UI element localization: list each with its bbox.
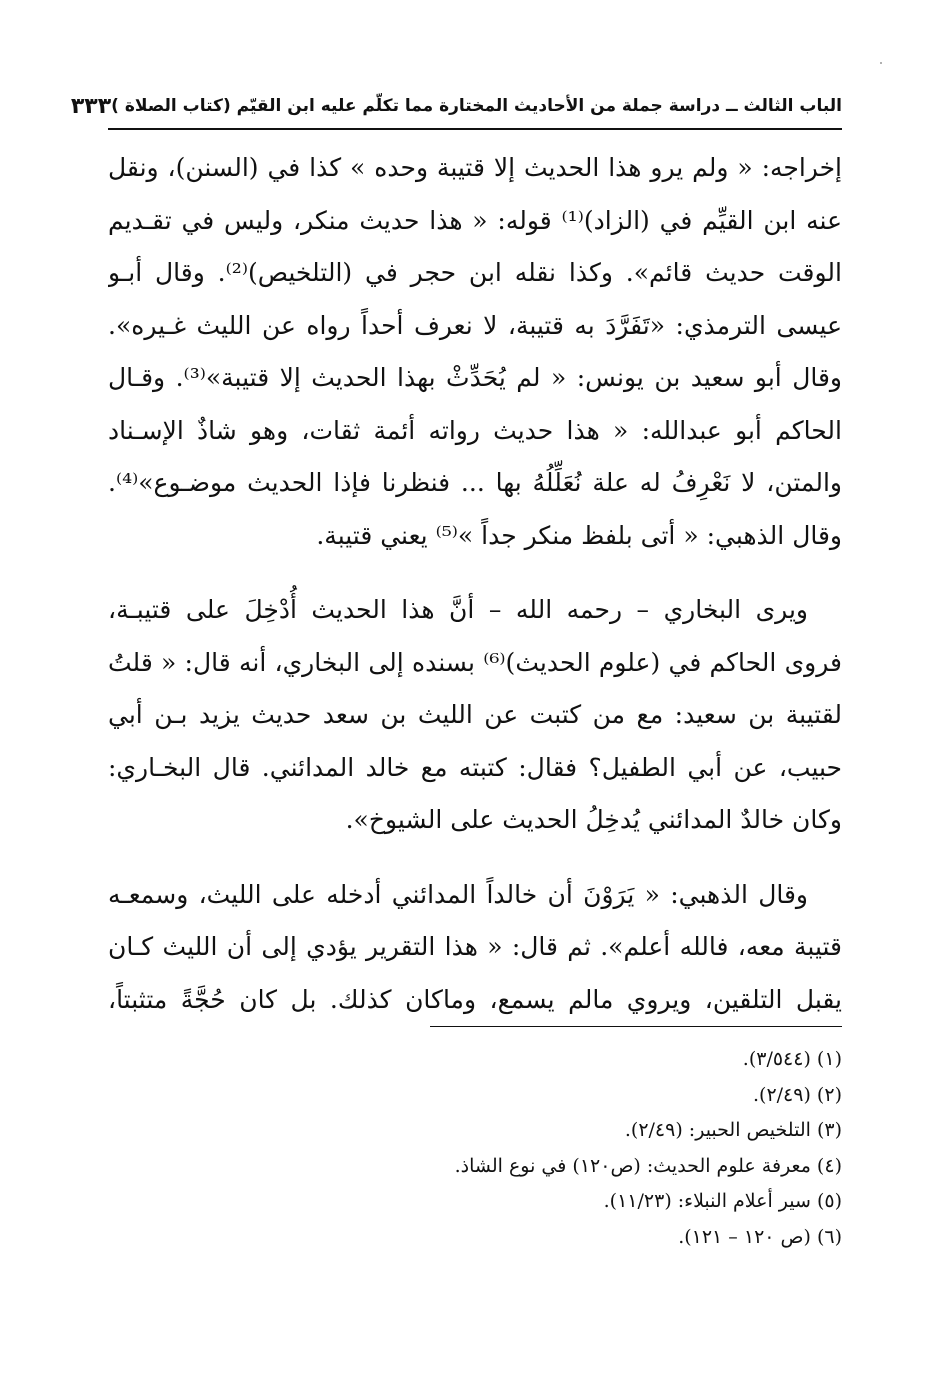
paragraph-1	[108, 142, 842, 562]
footnote-5: (٥) سير أعلام النبلاء: (١١/٢٣).	[603, 1190, 842, 1212]
text-line: والمتن، لا نَعْرِفُ له علة نُعَلِّلُهُ بها ... فنظرنا فإذا الحديث موضـوع»⁽⁴⁾.	[108, 468, 842, 497]
footnote-6: (٦) (ص ١٢٠ – ١٢١).	[678, 1225, 842, 1248]
text-line: وكان خالدٌ المدائني يُدخِلُ الحديث على الشيوخ».	[345, 805, 842, 834]
footnote-separator	[430, 1026, 842, 1027]
footnote-3: (٣) التلخيص الحبير: (٢/٤٩).	[624, 1119, 842, 1141]
text-line: وقال أبو سعيد بن يونس: « لم يُحَدِّثْ بهذا الحديث إلا قتيبة»⁽³⁾. وقـال	[108, 363, 842, 392]
text-line: يقبل التلقين، ويروي مالم يسمع، وماكان كذلك. بل كان حُجَّةً متثبتاً،	[108, 984, 842, 1014]
text-line: عنه ابن القيِّم في (الزاد)⁽¹⁾ قوله: « هذا حديث منكر، وليس في تقـديم	[108, 205, 842, 235]
text-line: الوقت حديث قائم». وكذا نقله ابن حجر في (التلخيص)⁽²⁾. وقال أبـو	[108, 258, 842, 287]
text-line: فروى الحاكم في (علوم الحديث)⁽⁶⁾ بسنده إلى البخاري، أنه قال: « قلتُ	[108, 647, 842, 677]
footnote-2: (٢) (٢/٤٩).	[753, 1083, 842, 1106]
main-text	[108, 142, 842, 1026]
paragraph-2	[108, 584, 842, 847]
header-rule	[108, 128, 842, 130]
text-line: وقال الذهبي: « يَرَوْنَ أن خالداً المدائني أدخله على الليث، وسمعـه	[108, 879, 808, 909]
paragraph-3	[108, 869, 842, 1027]
book-page	[70, 86, 842, 1306]
text-line: الحاكم أبو عبدالله: « هذا حديث رواته أئمة ثقات، وهو شاذٌ الإسـناد	[108, 415, 842, 445]
running-header	[70, 86, 842, 126]
page-number: ٣٣٣	[70, 93, 112, 119]
text-line: لقتيبة بن سعيد: مع من كتبت عن الليث بن سعد حديث يزيد بـن أبي	[108, 700, 842, 729]
text-line: ويرى البخاري – رحمه الله – أنَّ هذا الحديث أُدْخِلَ على قتيبـة،	[108, 595, 808, 624]
scan-speck	[880, 62, 882, 64]
text-line: عيسى الترمذي: «تَفَرَّدَ به قتيبة، لا نعرف أحداً رواه عن الليث غـيره».	[108, 310, 842, 340]
text-line: قتيبة معه، فالله أعلم». ثم قال: « هذا التقرير يؤدي إلى أن الليث كـان	[108, 932, 842, 961]
header-title: الباب الثالث ــ دراسة جملة من الأحاديث المختارة مما تكلّم عليه ابن القيّم (كتاب الصلاة )	[111, 96, 842, 116]
footnotes	[108, 1042, 842, 1255]
text-line: وقال الذهبي: « أتى بلفظ منكر جداً »⁽⁵⁾ يعني قتيبة.	[316, 520, 842, 550]
text-line: حبيب، عن أبي الطفيل؟ فقال: كتبته مع خالد المدائني. قال البخـاري:	[108, 752, 842, 782]
footnote-1: (١) (٣/٥٤٤).	[742, 1048, 842, 1070]
text-line: إخراجه: « ولم يرو هذا الحديث إلا قتيبة وحده » كذا في (السنن)، ونقل	[108, 153, 842, 182]
footnote-4: (٤) معرفة علوم الحديث: (ص١٢٠) في نوع الشاذ.	[454, 1154, 842, 1177]
